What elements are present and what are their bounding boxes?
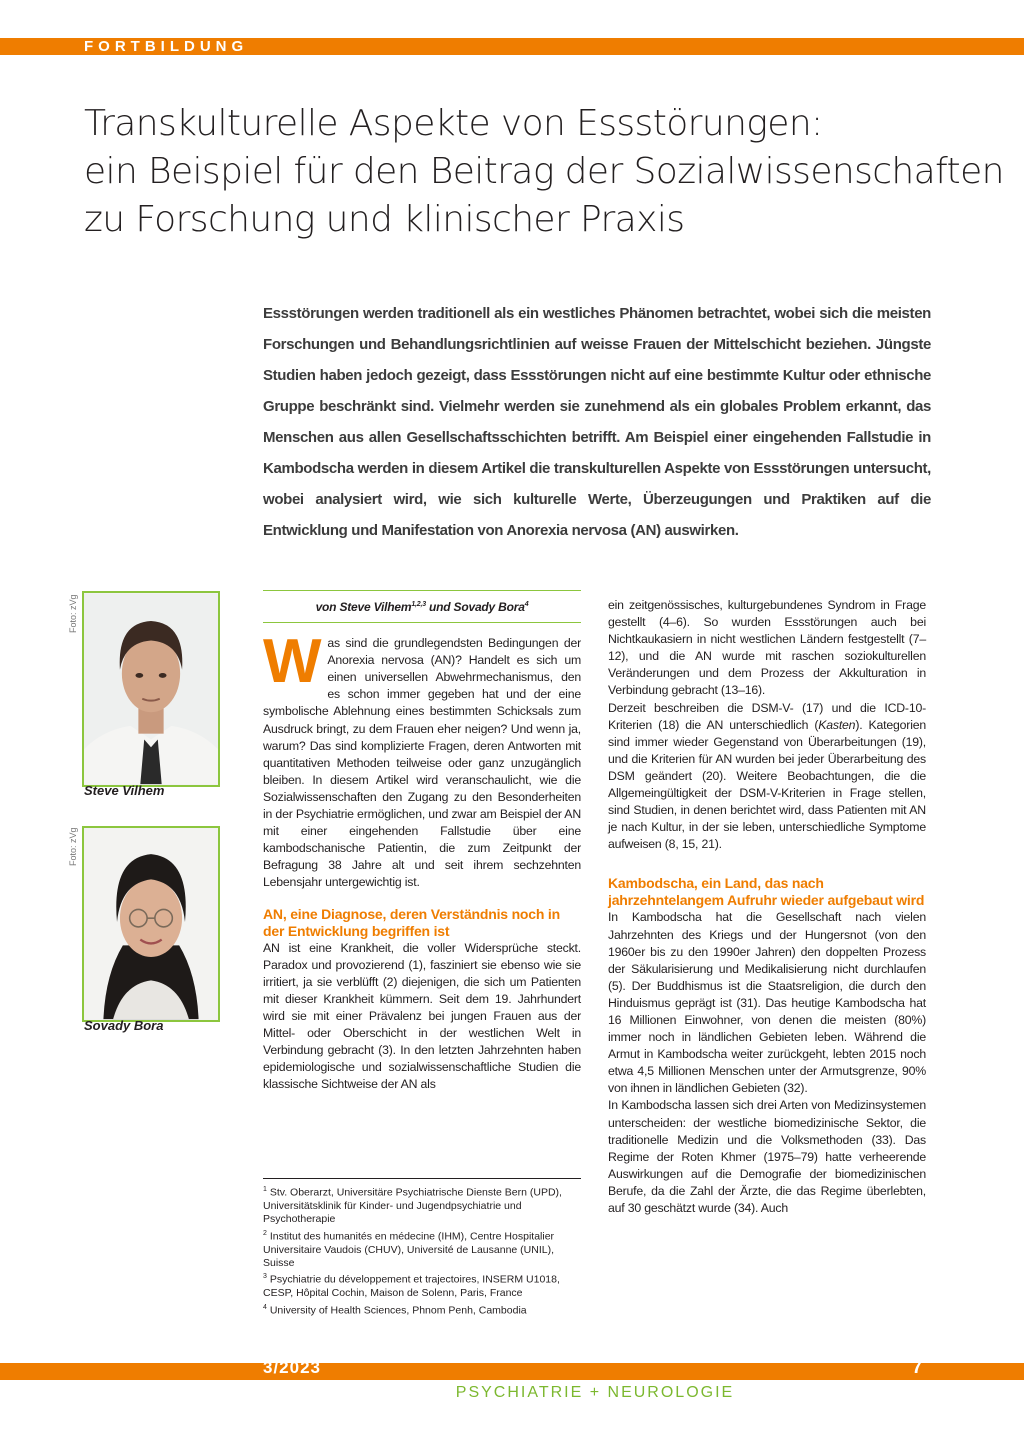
article-column-1 bbox=[263, 590, 581, 1093]
footnote bbox=[263, 1227, 581, 1271]
drop-cap: W bbox=[263, 627, 322, 697]
footnote-text: Institut des humanités en médecine (IHM), Centre Hospitalier Universitaire Vaudois (CHUV), Université de Lausanne (UNIL), Suisse bbox=[263, 1230, 555, 1270]
body-paragraph: AN ist eine Krankheit, die voller Widersprüche steckt. Paradox und provozierend (1), fasziniert sie ebenso wie sie irritiert, ja sie verblüfft (2) diejenigen, die sich um Patienten mit dieser Krankheit kümmern. Seit dem 19. Jahrhundert wird sie mit einer Prävalenz bei jungen Frauen aus der Mittel- oder Oberschicht in der westlichen Welt in Verbindung gebracht (3). In den letzten Jahrzehnten haben epidemiologische und sozialwissenschaftliche Studien die klassische Sichtweise der AN als bbox=[263, 940, 581, 1092]
byline bbox=[263, 590, 581, 623]
footnote-number: 4 bbox=[263, 1303, 267, 1311]
section-label: FORTBILDUNG bbox=[84, 38, 249, 55]
author-photo bbox=[82, 826, 220, 1022]
byline-sup: 1,2,3 bbox=[411, 601, 426, 608]
byline-sup: 4 bbox=[524, 601, 529, 608]
byline-author-2: und Sovady Bora bbox=[425, 600, 525, 614]
footnote bbox=[263, 1183, 581, 1227]
box-reference: Kasten bbox=[818, 717, 856, 732]
lead-paragraph: Essstörungen werden traditionell als ein westliches Phänomen betrachtet, wobei sich die meisten Forschungen und Behandlungsrichtlinien auf weisse Frauen der Mittelschicht beziehen. Jüngste Studien haben jedoch gezeigt, dass Essstörungen nicht auf eine bestimmte Kultur oder ethnische Gruppe beschränkt sind. Vielmehr werden sie zunehmend als ein globales Problem erkannt, das Menschen aus allen Gesellschaftsschichten betrifft. Am Beispiel einer eingehenden Fallstudie in Kambodscha werden in diesem Artikel die transkulturellen Aspekte von Essstörungen untersucht, wobei analysiert wird, wie sich kulturelle Werte, Überzeugungen und Praktiken auf die Entwicklung und Manifestation von Anorexia nervosa (AN) auswirken. bbox=[263, 305, 931, 539]
subheading: AN, eine Diagnose, deren Verständnis noch in der Entwicklung begriffen ist bbox=[263, 905, 560, 939]
intro-paragraph bbox=[263, 627, 581, 891]
article-title bbox=[84, 100, 1004, 244]
paragraph-text: Derzeit beschreiben die DSM-V- (17) und die ICD-10-Kriterien (18) die AN unterschiedlich ( bbox=[608, 700, 926, 732]
footnote-number: 3 bbox=[263, 1273, 267, 1281]
article-column-2 bbox=[608, 597, 926, 1217]
footnote-text: University of Health Sciences, Phnom Penh, Cambodia bbox=[269, 1304, 527, 1317]
body-paragraph: In Kambodscha hat die Gesellschaft nach vielen Jahrzehnten des Kriegs und der Hungersnot (von den 1960er bis zu den 1990er Jahren) den doppelten Prozess der Säkularisierung und Medikalisierung nicht durchlaufen (5). Der Buddhismus ist die Staatsreligion, die durch den Hinduismus geprägt ist (31). Das heutige Kambodscha hat 16 Millionen Einwohner, von denen die meisten (80%) immer noch in ländlichen Gebieten leben. Während die Armut in Kambodscha weiter zurückgeht, lebten 2015 noch etwa 4,5 Millionen Menschen unter der Armutsgrenze, 90% von ihnen in ländlichen Gebieten (32). bbox=[608, 910, 926, 1096]
title-line: Transkulturelle Aspekte von Essstörungen: bbox=[84, 103, 823, 144]
page-number: 7 bbox=[912, 1357, 923, 1378]
subheading: Kambodscha, ein Land, das nach jahrzehntelangem Aufruhr wieder aufgebaut wird bbox=[608, 875, 925, 909]
issue-number: 3/2023 bbox=[263, 1358, 321, 1377]
footnote bbox=[263, 1270, 581, 1300]
body-paragraph: ein zeitgenössisches, kulturgebundenes Syndrom in Frage gestellt (4–6). So wurden Essstörungen auch bei Nichtkaukasiern in nicht westlichen Ländern festgestellt (7–12), und die AN wurde mit raschen soziokulturellen Veränderungen und dem Prozess der Akkulturation in Verbindung gebracht (13–16). bbox=[608, 598, 926, 698]
footnote-number: 1 bbox=[263, 1186, 267, 1193]
footnote-number: 2 bbox=[263, 1229, 267, 1237]
body-paragraph bbox=[608, 700, 926, 854]
author-caption: Steve Vilhem bbox=[84, 783, 165, 798]
intro-text: as sind die grundlegendsten Bedingungen der Anorexia nervosa (AN)? Handelt es sich um einen universellen Abwehrmechanismus, den es schon immer gegeben hat und der eine symbolische Ablehnung eines bestimmten Schicksals zum Ausdruck bringt, zu dem Frauen eher neigen? Und wenn ja, warum? Das sind komplizierte Fragen, deren Antworten mit quantitativen Methoden teilweise oder ganz unzugänglich bleiben. In diesem Artikel wird veranschaulicht, wie die Sozialwissenschaften den Zugang zu den Besonderheiten in der Psychiatrie ermöglichen, und zwar am Beispiel der AN mit einer eingehenden Fallstudie über eine kambodschanische Patientin, die zum Zeitpunkt der Befragung 38 Jahre alt und seit ihrem sechzehnten Lebensjahr untergewichtig ist. bbox=[263, 636, 581, 890]
title-line: zu Forschung und klinischer Praxis bbox=[84, 199, 685, 240]
author-caption: Sovady Bora bbox=[84, 1018, 164, 1033]
body-paragraph: In Kambodscha lassen sich drei Arten von Medizinsystemen unterscheiden: der westliche biomedizinische Sektor, die traditionelle Medizin und die Volksmethoden (33). Das Regime der Roten Khmer (1975–79) hatte verheerende Auswirkungen auf die Demografie der biomedizinischen Berufe, da die Zahl der Ärzte, die das Regime überlebten, auf 30 geschätzt wurde (34). Auch bbox=[608, 1098, 926, 1215]
footer-bar bbox=[0, 1363, 1024, 1380]
byline-author-1: von Steve Vilhem bbox=[315, 600, 412, 614]
title-line: ein Beispiel für den Beitrag der Sozialwissenschaften bbox=[84, 151, 1004, 192]
paragraph-text: ). Kategorien sind immer wieder Gegenstand von Überarbeitungen (19), und die Kriterien für AN wurden bei jeder Überarbeitung des DSM geändert (20). Weitere Beobachtungen, die die Allgemeingültigkeit der DSM-V-Kriterien in Frage stellen, sind Studien, in denen berichtet wird, dass Patienten mit AN je nach Kultur, in der sie leben, unterschiedliche Symptome aufweisen (8, 15, 21). bbox=[608, 717, 927, 852]
journal-name: PSYCHIATRIE + NEUROLOGIE bbox=[455, 1384, 735, 1401]
author-photo bbox=[82, 591, 220, 787]
footnotes bbox=[263, 1178, 581, 1318]
footnote bbox=[263, 1301, 581, 1318]
photo-credit: Foto: zVg bbox=[68, 827, 78, 866]
footnote-text: Stv. Oberarzt, Universitäre Psychiatrische Dienste Bern (UPD), Universitätsklinik für Kinder- und Jugendpsychiatrie und Psychotherapie bbox=[263, 1186, 562, 1226]
photo-credit: Foto: zVg bbox=[68, 594, 78, 633]
portrait-man-icon bbox=[84, 593, 218, 785]
footnote-text: Psychiatrie du développement et trajectoires, INSERM U1018, CESP, Hôpital Cochin, Maison de Solenn, Paris, France bbox=[263, 1273, 560, 1300]
portrait-woman-icon bbox=[84, 828, 218, 1020]
